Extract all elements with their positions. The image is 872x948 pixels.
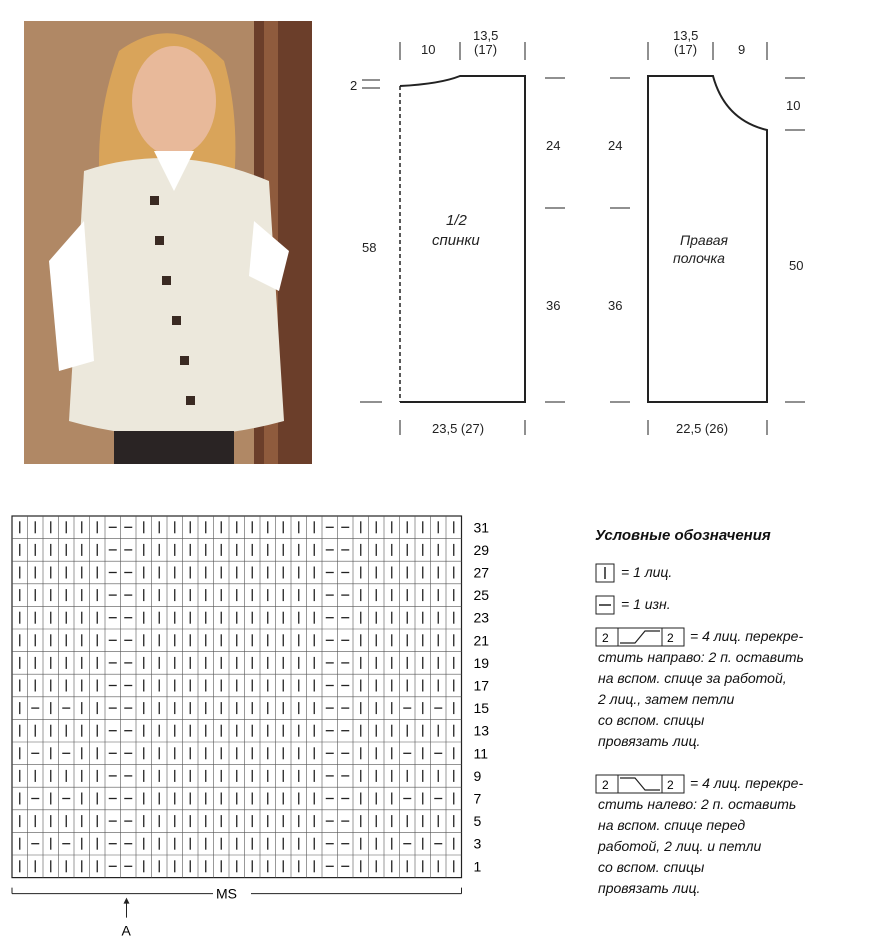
row-number: 29	[473, 541, 490, 558]
legend-cable-left-num-right: 2	[667, 778, 674, 792]
row-number: 1	[473, 858, 482, 875]
row-number: 19	[473, 654, 490, 671]
legend-cable-left-line4: работой, 2 лиц. и петли	[598, 838, 762, 854]
row-number: 21	[473, 632, 490, 649]
photo-illustration	[24, 21, 312, 464]
front-lower-height: 36	[608, 298, 623, 313]
row-number: 23	[473, 609, 490, 626]
row-number: 17	[473, 677, 490, 694]
legend-purl-symbol	[595, 595, 615, 615]
back-title-line2: спинки	[432, 232, 480, 249]
legend-cable-left-line3: на вспом. спице перед	[598, 817, 746, 833]
legend-cable-left-line6: провязать лиц.	[598, 880, 701, 896]
front-bottom-width: 22,5 (26)	[676, 421, 729, 436]
front-upper-height: 24	[608, 138, 623, 153]
legend-cable-left-line5: со вспом. спицы	[598, 859, 705, 875]
legend-knit-text: = 1 лиц.	[621, 564, 673, 580]
row-number: 9	[473, 767, 482, 784]
front-neck-depth: 10	[786, 98, 801, 113]
legend-title: Условные обозначения	[595, 527, 771, 544]
legend-cable-right-line6: провязать лиц.	[598, 733, 701, 749]
back-bottom-width: 23,5 (27)	[432, 421, 485, 436]
row-number: 13	[473, 722, 490, 739]
back-shoulder-width: 13,5	[473, 28, 499, 43]
legend-cable-left-line2: стить налево: 2 п. оставить	[598, 796, 797, 812]
front-title-line1: Правая	[680, 232, 728, 248]
legend-purl-text: = 1 изн.	[621, 596, 671, 612]
front-side-height: 50	[789, 258, 804, 273]
back-upper-height: 24	[546, 138, 561, 153]
back-lower-height: 36	[546, 298, 561, 313]
row-number: 15	[473, 700, 490, 717]
legend-cable-right-line3: на вспом. спице за работой,	[598, 670, 787, 686]
row-number: 7	[473, 790, 482, 807]
legend-cable-right-symbol	[595, 627, 685, 647]
row-number: 5	[473, 813, 482, 830]
front-title-line2: полочка	[673, 250, 725, 266]
legend-cable-right-num-right: 2	[667, 631, 674, 645]
legend-cable-right-line5: со вспом. спицы	[598, 712, 705, 728]
row-number: 25	[473, 587, 490, 604]
a-label: A	[121, 922, 131, 939]
front-neck-width: 9	[738, 42, 746, 57]
row-number: 27	[473, 564, 490, 581]
front-shoulder-alt: (17)	[674, 42, 698, 57]
row-number: 3	[473, 835, 482, 852]
row-number: 31	[473, 519, 490, 536]
model-photo	[24, 21, 312, 464]
stitch-chart	[8, 512, 508, 942]
a-arrow-head	[124, 898, 130, 904]
back-height-total: 58	[362, 240, 377, 255]
legend-cable-right-line2: стить направо: 2 п. оставить	[598, 649, 804, 665]
front-shoulder-width: 13,5	[673, 28, 699, 43]
legend-cable-left-symbol	[595, 774, 685, 794]
legend-cable-right-num-left: 2	[602, 631, 609, 645]
back-drop: 2	[350, 78, 358, 93]
legend-cable-left-num-left: 2	[602, 778, 609, 792]
legend-cable-left-line1: = 4 лиц. перекре-	[690, 775, 804, 791]
legend-cable-right-line4: 2 лиц., затем петли	[598, 691, 735, 707]
back-neck-width: 10	[421, 42, 436, 57]
legend-knit-symbol	[595, 563, 615, 583]
back-title-line1: 1/2	[446, 212, 467, 229]
legend-cable-right-line1: = 4 лиц. перекре-	[690, 628, 804, 644]
ms-label: MS	[216, 885, 237, 902]
row-number: 11	[473, 745, 489, 762]
back-shoulder-alt: (17)	[474, 42, 498, 57]
